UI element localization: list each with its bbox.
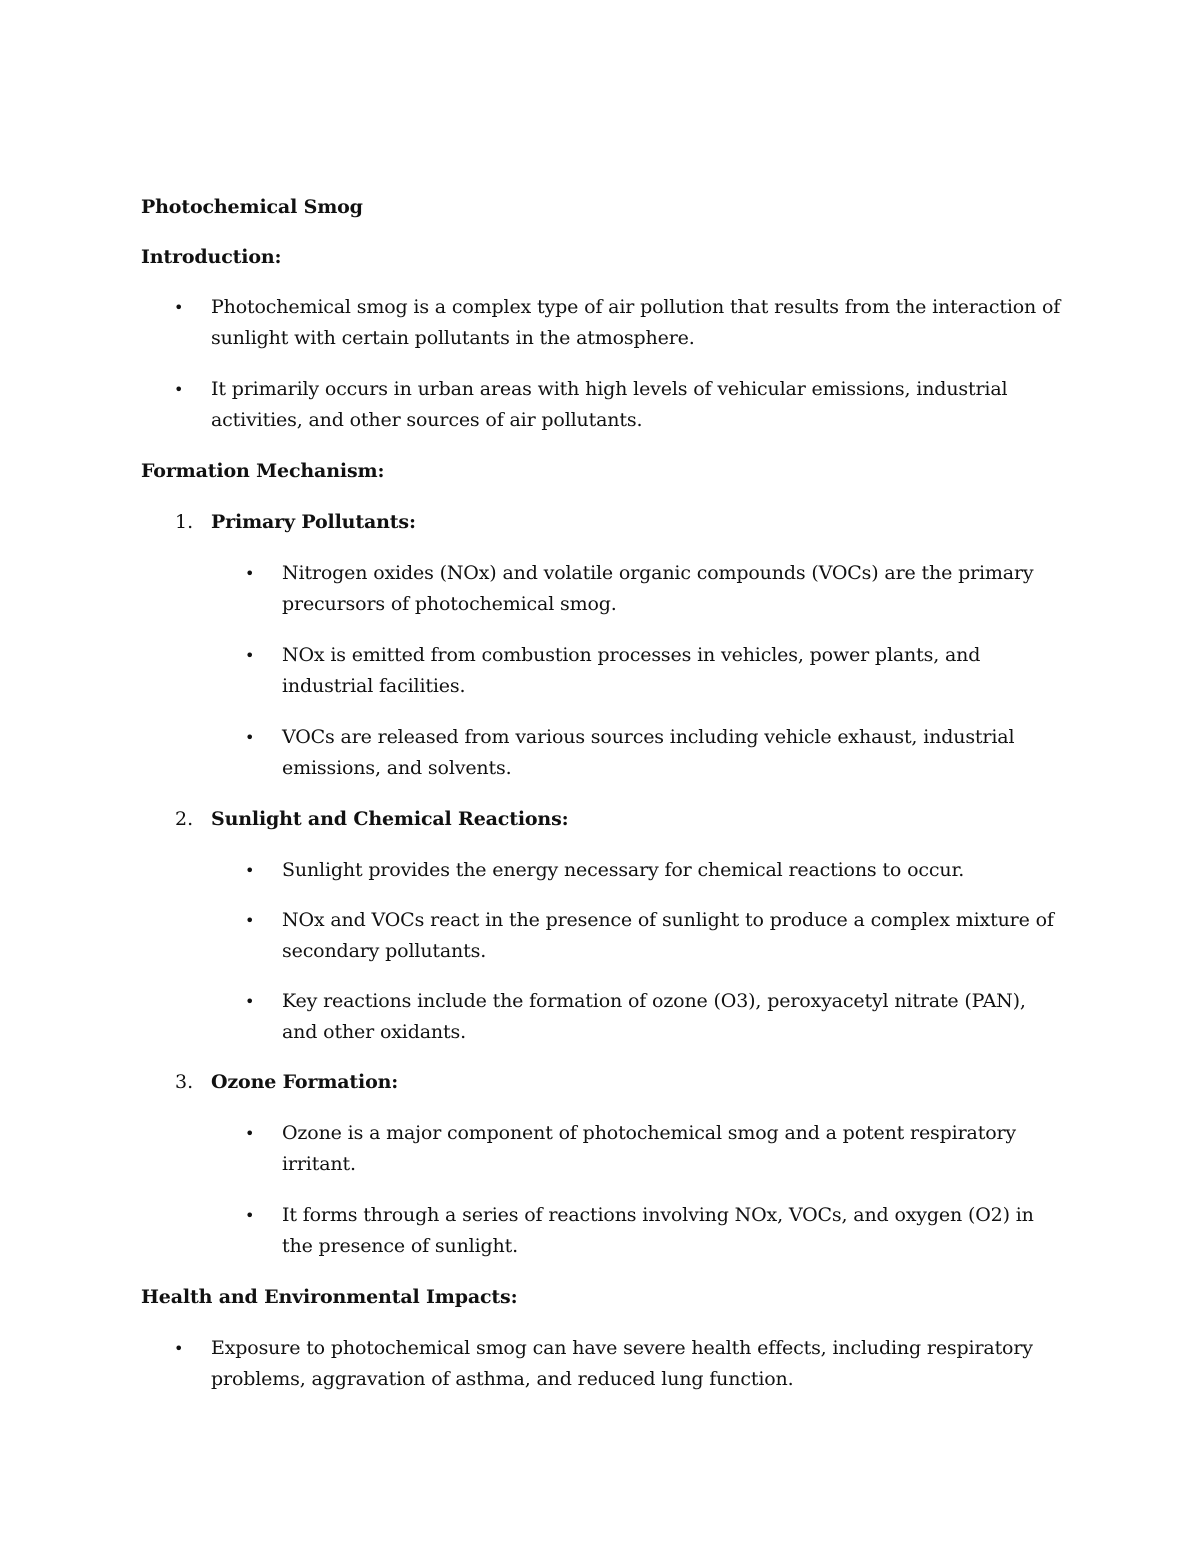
section-2-bullet-2-line-1: NOx and VOCs react in the presence of sunlight to produce a complex mixture of [282, 909, 1054, 931]
intro-bullet-2-line-1: It primarily occurs in urban areas with high levels of vehicular emissions, industrial [211, 378, 1008, 400]
bullet-dot: • [245, 1206, 255, 1225]
bullet-dot: • [174, 1339, 184, 1358]
bullet-dot: • [245, 992, 255, 1011]
section-2-heading: Sunlight and Chemical Reactions: [211, 808, 569, 830]
section-1-bullet-2-line-1: NOx is emitted from combustion processes in vehicles, power plants, and [282, 644, 981, 666]
bullet-dot: • [245, 911, 255, 930]
section-2-bullet-2-line-2: secondary pollutants. [282, 940, 487, 962]
formation-heading: Formation Mechanism: [141, 460, 385, 482]
section-1-bullet-2-line-2: industrial facilities. [282, 675, 466, 697]
section-2-bullet-3-line-1: Key reactions include the formation of ozone (O3), peroxyacetyl nitrate (PAN), [282, 990, 1026, 1012]
section-1-bullet-3-line-1: VOCs are released from various sources including vehicle exhaust, industrial [282, 726, 1015, 748]
section-2-bullet-3-line-2: and other oxidants. [282, 1021, 466, 1043]
section-2-number: 2. [175, 808, 194, 830]
bullet-dot: • [174, 298, 184, 317]
intro-bullet-2-line-2: activities, and other sources of air pollutants. [211, 409, 643, 431]
bullet-dot: • [245, 564, 255, 583]
bullet-dot: • [174, 380, 184, 399]
intro-bullet-1-line-2: sunlight with certain pollutants in the atmosphere. [211, 327, 695, 349]
section-3-bullet-1-line-2: irritant. [282, 1153, 356, 1175]
intro-bullet-1-line-1: Photochemical smog is a complex type of air pollution that results from the interaction of [211, 296, 1061, 318]
section-3-bullet-2-line-2: the presence of sunlight. [282, 1235, 519, 1257]
health-heading: Health and Environmental Impacts: [141, 1286, 518, 1308]
bullet-dot: • [245, 728, 255, 747]
health-bullet-1-line-1: Exposure to photochemical smog can have severe health effects, including respiratory [211, 1337, 1033, 1359]
section-2-bullet-1-line-1: Sunlight provides the energy necessary for chemical reactions to occur. [282, 859, 965, 881]
intro-heading: Introduction: [141, 246, 282, 268]
section-3-number: 3. [175, 1071, 194, 1093]
section-3-bullet-2-line-1: It forms through a series of reactions involving NOx, VOCs, and oxygen (O2) in [282, 1204, 1034, 1226]
section-1-bullet-1-line-1: Nitrogen oxides (NOx) and volatile organic compounds (VOCs) are the primary [282, 562, 1034, 584]
bullet-dot: • [245, 646, 255, 665]
bullet-dot: • [245, 861, 255, 880]
section-3-heading: Ozone Formation: [211, 1071, 399, 1093]
section-1-number: 1. [175, 511, 194, 533]
section-1-bullet-1-line-2: precursors of photochemical smog. [282, 593, 617, 615]
section-1-heading: Primary Pollutants: [211, 511, 416, 533]
section-3-bullet-1-line-1: Ozone is a major component of photochemical smog and a potent respiratory [282, 1122, 1016, 1144]
bullet-dot: • [245, 1124, 255, 1143]
document-title: Photochemical Smog [141, 196, 363, 218]
health-bullet-1-line-2: problems, aggravation of asthma, and reduced lung function. [211, 1368, 794, 1390]
section-1-bullet-3-line-2: emissions, and solvents. [282, 757, 512, 779]
